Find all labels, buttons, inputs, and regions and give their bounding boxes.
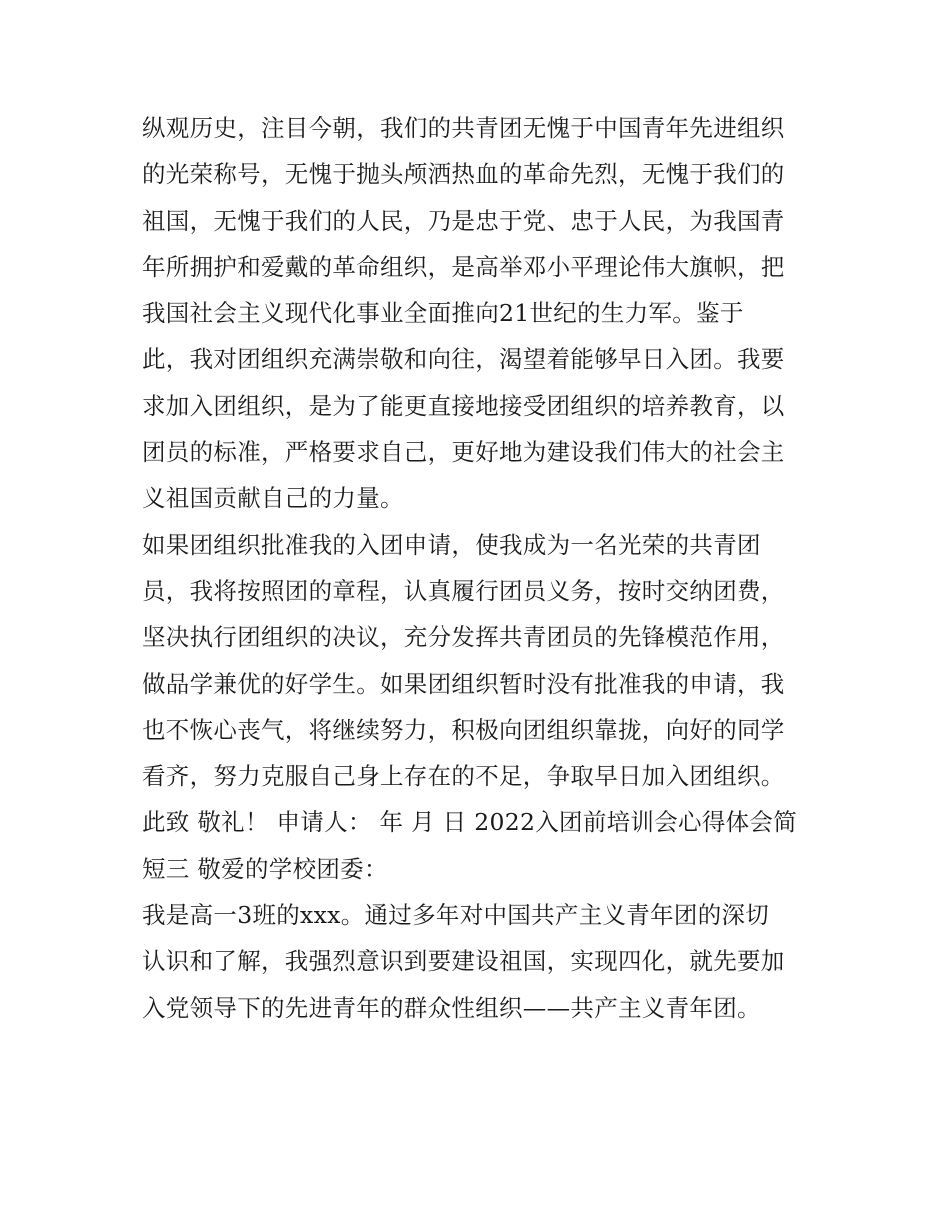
body-text xyxy=(142,105,822,1031)
text-line: 员，我将按照团的章程，认真履行团员义务，按时交纳团费， xyxy=(142,576,785,605)
text-line: 此致 敬礼！ 申请人： 年 月 日 2022入团前培训会心得体会简 xyxy=(142,808,798,837)
text-line: 我是高一3班的xxx。通过多年对中国共产主义青年团的深切 xyxy=(142,901,770,930)
text-line: 做品学兼优的好学生。如果团组织暂时没有批准我的申请，我 xyxy=(142,669,785,698)
text-line: 年所拥护和爱戴的革命组织，是高举邓小平理论伟大旗帜，把 xyxy=(142,252,785,281)
text-line: 此，我对团组织充满崇敬和向往，渴望着能够早日入团。我要 xyxy=(142,345,785,374)
text-line: 看齐，努力克服自己身上存在的不足，争取早日加入团组织。 xyxy=(142,762,785,791)
text-line: 纵观历史，注目今朝，我们的共青团无愧于中国青年先进组织 xyxy=(142,114,785,142)
text-line: 如果团组织批准我的入团申请，使我成为一名光荣的共青团 xyxy=(142,530,761,559)
text-line: 入党领导下的先进青年的群众性组织——共产主义青年团。 xyxy=(142,993,761,1022)
text-line: 的光荣称号，无愧于抛头颅洒热血的革命先烈，无愧于我们的 xyxy=(142,160,785,189)
text-line: 团员的标准，严格要求自己，更好地为建设我们伟大的社会主 xyxy=(142,438,785,467)
text-line: 坚决执行团组织的决议，充分发挥共青团员的先锋模范作用， xyxy=(142,623,785,652)
text-line: 义祖国贡献自己的力量。 xyxy=(142,484,404,513)
text-line: 祖国，无愧于我们的人民，乃是忠于党、忠于人民，为我国青 xyxy=(142,206,785,235)
text-line: 求加入团组织，是为了能更直接地接受团组织的培养教育，以 xyxy=(142,391,785,420)
text-line: 也不恢心丧气，将继续努力，积极向团组织靠拢，向好的同学 xyxy=(142,715,785,744)
text-line: 我国社会主义现代化事业全面推向21世纪的生力军。鉴于 xyxy=(142,299,744,328)
text-line: 认识和了解，我强烈意识到要建设祖国，实现四化，就先要加 xyxy=(142,947,785,976)
text-line: 短三 敬爱的学校团委： xyxy=(142,854,388,883)
